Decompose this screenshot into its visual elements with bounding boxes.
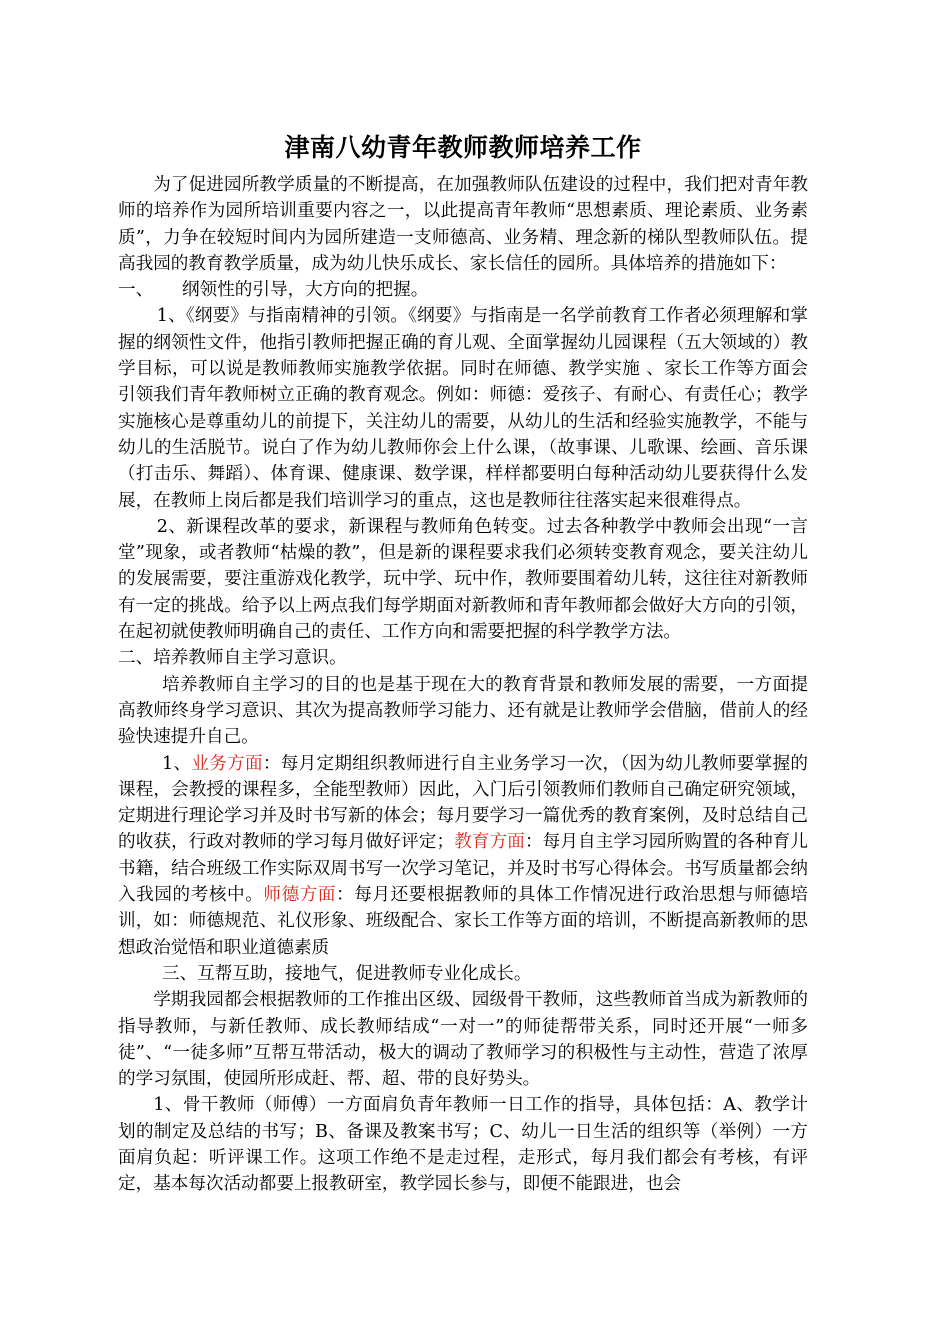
section-1-item-2: 2、新课程改革的要求，新课程与教师角色转变。过去各种教学中教师会出现“一言堂”现象，或者教师“枯燥的教”，但是新的课程要求我们必须转变教育观念，要关注幼儿的发展需要，要注重游戏化教学，玩中学、玩中作，教师要围着幼儿转，这往往对新教师有一定的挑战。给予以上两点我们每学期面对新教师和青年教师都会做好大方向的引领，在起初就使教师明确自己的责任、工作方向和需要把握的科学教学方法。: [118, 516, 808, 643]
section-3-intro: 学期我园都会根据教师的工作推出区级、园级骨干教师，这些教师首当成为新教师的指导教师，与新任教师、成长教师结成“一对一”的师徒帮带关系，同时还开展“一师多徒”、“一徒多师”互帮互带活动，极大的调动了教师学习的积极性与主动性，营造了浓厚的学习氛围，使园所形成赶、帮、超、带的良好势头。: [118, 990, 808, 1090]
document-page: [118, 128, 808, 1198]
section-2-intro: 培养教师自主学习的目的也是基于现在大的教育背景和教师发展的需要，一方面提高教师终身学习意识、其次为提高教师学习能力、还有就是让教师学会借脑，借前人的经验快速提升自己。: [118, 674, 808, 748]
ethics-text: ：每月还要根据教师的具体工作情况进行政治思想与师德培训，如：师德规范、礼仪形象、班级配合、家长工作等方面的培训，不断提高新教师的思想政治觉悟和职业道德素质: [118, 885, 808, 958]
business-text: ：每月定期组织教师进行自主业务学习一次，（因为幼儿教师要掌握的课程，会教授的课程多，全能型教师）因此，入门后引领教师们教师自己确定研究领域，定期进行理论学习并及时书写新的体会；每月要学习一篇优秀的教育案例，及时总结自己的收获，行政对教师的学习每月做好评定；: [118, 753, 808, 853]
education-text: ：每月自主学习园所购置的各种育儿书籍，结合班级工作实际双周书写一次学习笔记，并及时书写心得体会。书写质量都会纳入我园的考核中。: [118, 832, 808, 906]
section-2-item-1: [118, 751, 808, 961]
ethics-label: 师德方面: [263, 885, 337, 906]
section-1-title: 纲领性的引导，大方向的把握。: [182, 280, 429, 301]
document-title: 津南八幼青年教师教师培养工作: [284, 133, 642, 162]
section-2-heading: 二、培养教师自主学习意识。: [118, 648, 347, 669]
intro-paragraph: 为了促进园所教学质量的不断提高，在加强教师队伍建设的过程中，我们把对青年教师的培养作为园所培训重要内容之一，以此提高青年教师“思想素质、理论素质、业务素质”，力争在较短时间内为园所建造一支师德高、业务精、理念新的梯队型教师队伍。提高我园的教育教学质量，成为幼儿快乐成长、家长信任的园所。具体培养的措施如下：: [118, 175, 808, 274]
education-label: 教育方面: [454, 832, 525, 853]
section-3-heading: 三、互帮互助，接地气，促进教师专业化成长。: [162, 963, 532, 984]
section-3-item-1: 1、骨干教师（师傅）一方面肩负青年教师一日工作的指导，具体包括：A、教学计划的制定及总结的书写；B、备课及教案书写；C、幼儿一日生活的组织等（举例）一方面肩负起：听评课工作。这项工作绝不是走过程，走形式，每月我们都会有考核，有评定，基本每次活动都要上报教研室，教学园长参与，即便不能跟进，也会: [118, 1095, 808, 1195]
business-label: 业务方面: [191, 753, 263, 774]
section-1-item-1: 1、《纲要》与指南精神的引领。《纲要》与指南是一名学前教育工作者必须理解和掌握的纲领性文件，他指引教师把握正确的育儿观、全面掌握幼儿园课程（五大领域的）教学目标，可以说是教师教师实施教学依据。同时在师德、教学实施 、家长工作等方面会引领我们青年教师树立正确的教育观念。例如：师德：爱孩子、有耐心、有责任心；教学实施核心是尊重幼儿的前提下，关注幼儿的需要，从幼儿的生活和经验实施教学，不能与幼儿的生活脱节。说白了作为幼儿教师你会上什么课，（故事课、儿歌课、绘画、音乐课（打击乐、舞蹈）、体育课、健康课、数学课，样样都要明白每种活动幼儿要获得什么发展，在教师上岗后都是我们培训学习的重点，这也是教师往往落实起来很难得点。: [118, 306, 808, 511]
section-1-heading: [118, 277, 808, 303]
item-prefix: 1、: [162, 753, 192, 774]
section-1-number: 一、: [118, 280, 154, 301]
